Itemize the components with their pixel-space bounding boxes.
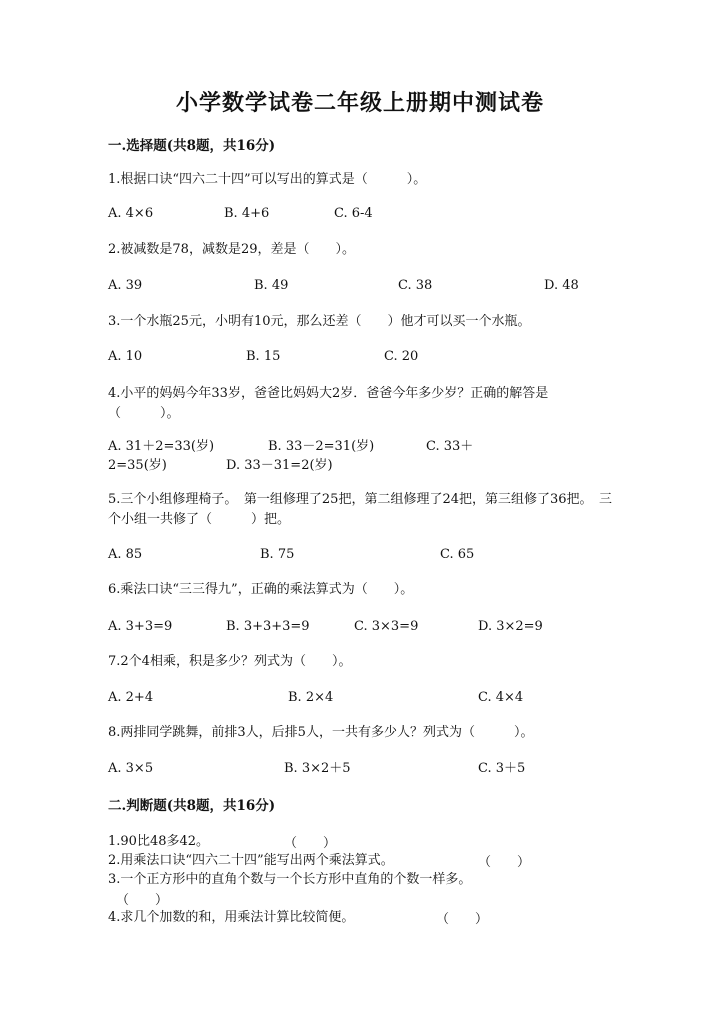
section-heading-judge [108, 794, 275, 814]
option-a: A. 3×5 [108, 761, 154, 776]
option-b: B. 3+3+3=9 [226, 619, 310, 634]
judge-item-2: 2.用乘法口诀“四六二十四”能写出两个乘法算式。 [108, 853, 394, 868]
question-1: 1.根据口诀“四六二十四”可以写出的算式是（ ）。 [108, 172, 427, 187]
question-8: 8.两排同学跳舞，前排3人，后排5人，一共有多少人？列式为（ ）。 [108, 725, 534, 740]
question-2: 2.被减数是78，减数是29，差是（ ）。 [108, 242, 355, 257]
section-heading-judge-text: 二.判断题(共8题，共16分) [108, 798, 276, 814]
option-b: B. 2×4 [288, 690, 334, 705]
answer-blank-3[interactable]: （ ） [116, 893, 169, 908]
page-title: 小学数学试卷二年级上册期中测试卷 [175, 90, 544, 116]
option-c: C. 65 [440, 547, 475, 562]
option-c-continued: 2=35(岁) [108, 458, 167, 473]
options-7 [108, 688, 628, 708]
judge-item-3: 3.一个正方形中的直角个数与一个长方形中直角的个数一样多。 [108, 872, 472, 887]
option-b: B. 4+6 [224, 206, 270, 221]
options-5 [108, 545, 628, 565]
options-2 [108, 276, 628, 296]
question-7: 7.2个4相乘，积是多少？列式为（ ）。 [108, 654, 352, 669]
option-c: C. 20 [384, 349, 419, 364]
option-c: C. 4×4 [478, 690, 524, 705]
options-4-line2 [108, 456, 628, 476]
options-8 [108, 759, 628, 779]
option-a: A. 85 [108, 547, 143, 562]
option-b: B. 49 [254, 278, 289, 293]
option-b: B. 3×2＋5 [284, 761, 351, 776]
option-a: A. 2+4 [108, 690, 154, 705]
option-d: D. 33－31=2(岁) [226, 458, 333, 473]
options-4-line1 [108, 437, 628, 457]
option-c: C. 3×3=9 [354, 619, 419, 634]
option-c: C. 33＋ [426, 439, 474, 454]
option-a: A. 3+3=9 [108, 619, 173, 634]
answer-blank-2[interactable]: （ ） [478, 855, 531, 870]
option-b: B. 33－2=31(岁) [268, 439, 375, 454]
option-c: C. 38 [398, 278, 433, 293]
question-5: 5.三个小组修理椅子。 第一组修理了25把，第二组修理了24把，第三组修了36把。 三个小组一共修了（ ）把。 [108, 492, 613, 527]
option-d: D. 48 [544, 278, 579, 293]
section-heading-choice: 一.选择题(共8题，共16分) [108, 138, 276, 154]
question-4: 4.小平的妈妈今年33岁，爸爸比妈妈大2岁．爸爸今年多少岁？正确的解答是（ ）。 [108, 386, 549, 421]
question-3: 3.一个水瓶25元，小明有10元，那么还差（ ）他才可以买一个水瓶。 [108, 314, 531, 329]
judge-item-1: 1.90比48多42。 [108, 834, 210, 849]
question-6: 6.乘法口诀“三三得九”，正确的乘法算式为（ ）。 [108, 582, 414, 597]
options-6 [108, 617, 628, 637]
option-a: A. 10 [108, 349, 143, 364]
option-b: B. 15 [246, 349, 281, 364]
options-3 [108, 347, 628, 367]
answer-blank-4[interactable]: （ ） [436, 912, 489, 927]
option-c: C. 3＋5 [478, 761, 526, 776]
option-a: A. 31＋2=33(岁) [108, 439, 215, 454]
option-b: B. 75 [260, 547, 295, 562]
option-c: C. 6-4 [334, 206, 373, 221]
answer-blank-1[interactable]: （ ） [284, 836, 337, 851]
option-d: D. 3×2=9 [478, 619, 543, 634]
option-a: A. 39 [108, 278, 143, 293]
options-1 [108, 204, 628, 224]
option-a: A. 4×6 [108, 206, 154, 221]
judge-item-4: 4.求几个加数的和，用乘法计算比较简便。 [108, 910, 355, 925]
